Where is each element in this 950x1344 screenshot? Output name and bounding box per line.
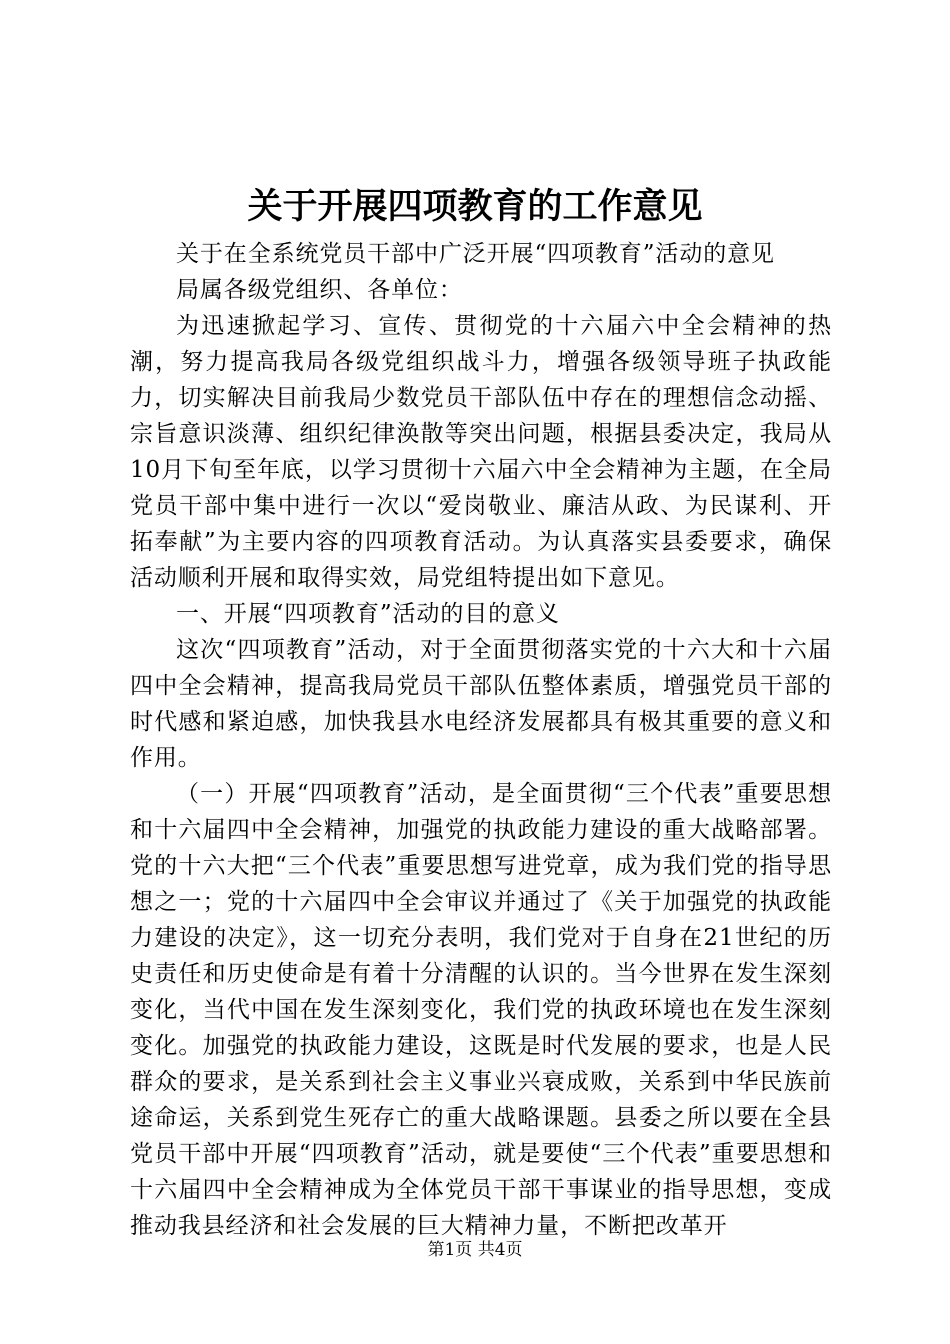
item-paragraph: （一）开展“四项教育”活动，是全面贯彻“三个代表”重要思想和十六届四中全会精神，加强党的执政能力建设的重大战略部署。党的十六大把“三个代表”重要思想写进党章，成为我们党的指导思想之一；党的十六届四中全会审议并通过了《关于加强党的执政能力建设的决定》，这一切充分表明，我们党对于自身在21世纪的历史责任和历史使命是有着十分清醒的认识的。当今世界在发生深刻变化，当代中国在发生深刻变化，我们党的执政环境也在发生深刻变化。加强党的执政能力建设，这既是时代发展的要求，也是人民群众的要求，是关系到社会主义事业兴衰成败，关系到中华民族前途命运，关系到党生死存亡的重大战略课题。县委之所以要在全县党员干部中开展“四项教育”活动，就是要使“三个代表”重要思想和十六届四中全会精神成为全体党员干部干事谋业的指导思想，变成推动我县经济和社会发展的巨大精神力量，不断把改革开 <box>130 781 832 1239</box>
intro-paragraph: 为迅速掀起学习、宣传、贯彻党的十六届六中全会精神的热潮，努力提高我局各级党组织战斗力，增强各级领导班子执政能力，切实解决目前我局少数党员干部队伍中存在的理想信念动摇、宗旨意识淡薄、组织纪律涣散等突出问题，根据县委决定，我局从10月下旬至年底，以学习贯彻十六届六中全会精神为主题，在全局党员干部中集中进行一次以“爱岗敬业、廉洁从政、为民谋利、开拓奉献”为主要内容的四项教育活动。为认真落实县委要求，确保活动顺利开展和取得实效，局党组特提出如下意见。 <box>130 313 832 591</box>
document-title: 关于开展四项教育的工作意见 <box>247 186 703 227</box>
section-paragraph: 这次“四项教育”活动，对于全面贯彻落实党的十六大和十六届四中全会精神，提高我局党员干部队伍整体素质，增强党员干部的时代感和紧迫感，加快我县水电经济发展都具有极其重要的意义和作用。 <box>130 637 832 771</box>
section-heading: 一、开展“四项教育”活动的目的意义 <box>176 601 560 627</box>
salutation-paragraph: 局属各级党组织、各单位： <box>176 277 463 303</box>
document-body <box>130 236 832 1244</box>
subtitle-paragraph: 关于在全系统党员干部中广泛开展“四项教育”活动的意见 <box>176 241 775 267</box>
page-footer: 第1页 共4页 <box>427 1240 523 1260</box>
